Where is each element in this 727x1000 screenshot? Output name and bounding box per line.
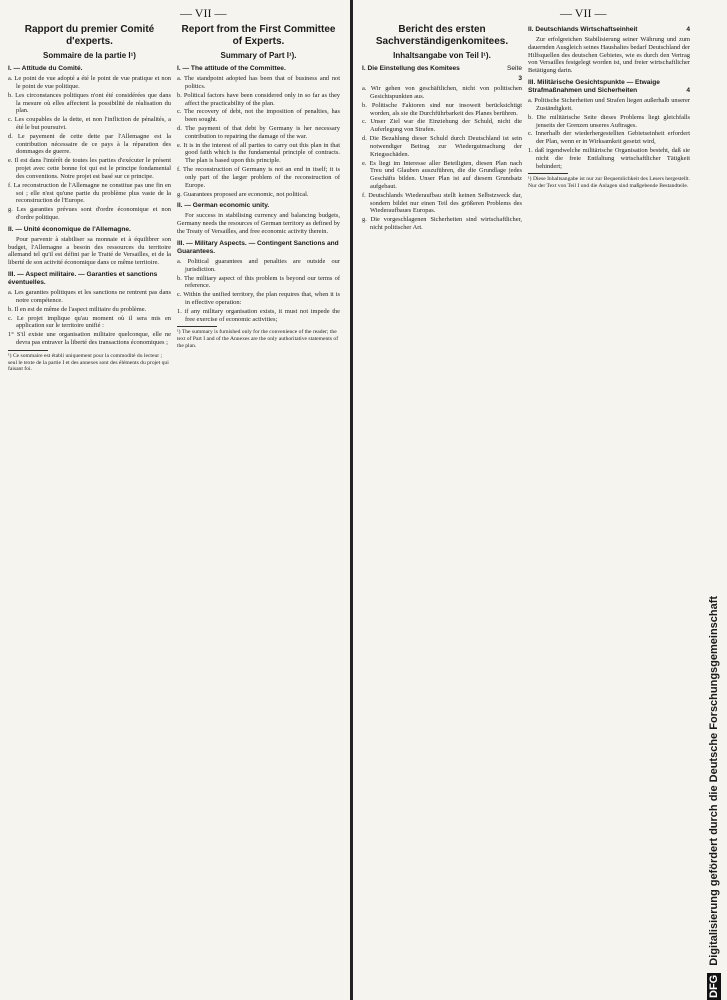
list-item: c. Le projet implique qu'au moment où il sera mis en application sur le territoire unifié : xyxy=(8,314,171,330)
french-title: Rapport du premier Comité d'experts. xyxy=(24,24,155,48)
list-item: a. Le point de vue adopté a été le point de vue pratique et non le point de vue politique. xyxy=(8,75,171,90)
footnote-rule xyxy=(528,173,568,174)
list-item: g. Les garanties prévues sont d'ordre économique et non d'ordre politique. xyxy=(8,206,171,221)
list-item: c. Unser Ziel war die Einziehung der Schuld, nicht die Auferlegung von Strafen. xyxy=(362,118,522,134)
dfg-stamp-text: Digitalisierung gefördert durch die Deutsche Forschungsgemeinschaft xyxy=(708,595,720,966)
list-item: a. Politische Sicherheiten und Strafen liegen außerhalb unserer Zuständigkeit. xyxy=(528,97,690,112)
list-item: a. Les garanties politiques et les sanctions ne rentrent pas dans notre compétence. xyxy=(8,289,171,304)
french-section-2-heading: II. — Unité économique de l'Allemagne. xyxy=(8,225,131,233)
list-item: a. Political guarantees and penalties are outside our jurisdiction. xyxy=(177,257,340,273)
list-item: e. Es liegt im Interesse aller Beteiligten, diesen Plan nach Treu und Glauben auszuführen, die die Grundlage jedes Geschäfts bilden. Unser Plan ist auf diesem Grundsatz aufgebaut. xyxy=(362,159,522,190)
list-item: a. Wir gehen von geschäftlichen, nicht von politischen Gesichtspunkten aus. xyxy=(362,85,522,100)
german-section-1-heading xyxy=(362,65,522,73)
list-item: 1. daß irgendwelche militärische Organisation besteht, daß sie nicht die freie Entfaltung wirtschaftlicher Tätigkeit behindert; xyxy=(528,147,690,170)
list-item: b. Politische Faktoren sind nur insoweit berücksichtigt worden, als sie die Durchführbarkeit des Planes berühren. xyxy=(362,101,522,117)
german-summary-column-2 xyxy=(528,22,690,190)
list-item: d. Die Bezahlung dieser Schuld durch Deutschland ist sein notwendiger Beitrag zur Wiedergutmachung der Kriegsschäden. xyxy=(362,135,522,158)
german-section-3-title: III. Militärische Gesichtspunkte — Etwaige Strafmaßnahmen und Sicherheiten xyxy=(528,79,660,95)
german-section-1-page: 3 xyxy=(518,75,522,83)
french-summary-column xyxy=(8,22,171,373)
list-item: d. The payment of that debt by Germany is her necessary contribution to repairing the damage of the war. xyxy=(177,125,340,140)
german-section-1-title: I. Die Einstellung des Komitees xyxy=(362,65,460,73)
page-fold-divider xyxy=(350,0,353,1000)
footnote-rule xyxy=(8,350,48,351)
list-item: c. Innerhalb der wiederhergestellten Gebietseinheit erfordert der Plan, wenn er in Wirksamkeit gesetzt wird, xyxy=(528,130,690,146)
german-footnote: ¹) Diese Inhaltsangabe ist nur zur Bequemlichkeit des Lesers hergestellt. Nur der Text von Teil I und die Anlagen sind maßgebende Bestandteile. xyxy=(528,176,690,190)
french-section-2-text: Pour parvenir à stabiliser sa monnaie et à équilibrer son budget, l'Allemagne a besoin des ressources du territoire allemand tel qu'il est défini par le Traité de Versailles, et de la liberté de son activité économique dans ce même territoire. xyxy=(8,235,171,267)
english-section-1-heading: I. — The attitude of the Committee. xyxy=(177,65,286,73)
german-seite-label: Seite xyxy=(506,65,522,73)
list-item: b. Il en est de même de l'aspect militaire du problème. xyxy=(8,305,147,313)
list-item: c. The recovery of debt, not the imposition of penalties, has been sought. xyxy=(177,108,340,124)
german-section-2-heading xyxy=(528,26,690,34)
german-summary-column-1 xyxy=(362,22,522,233)
list-item: a. The standpoint adopted has been that of business and not politics. xyxy=(177,75,340,90)
german-section-2-title: II. Deutschlands Wirtschaftseinheit xyxy=(528,26,638,33)
list-item: b. The military aspect of this problem is beyond our terms of reference. xyxy=(177,274,340,290)
german-section-3-heading xyxy=(528,79,690,95)
english-summary-column xyxy=(177,22,340,350)
list-item: d. Le payement de cette dette par l'Allemagne est la contribution nécessaire de ce pays à la réparation des dommages de guerre. xyxy=(8,132,171,156)
page-number-left: — VII — xyxy=(180,6,227,20)
list-item: f. Deutschlands Wiederaufbau stellt keinen Selbstzweck dar, sondern bildet nur einen Teil des größeren Problems des Wiederaufbaues Europas. xyxy=(362,191,522,215)
list-item: g. Guarantees proposed are economic, not political. xyxy=(177,190,309,198)
german-subtitle: Inhaltsangabe von Teil I¹). xyxy=(393,51,491,61)
footnote-rule xyxy=(177,326,217,327)
list-item: c. Within the unified territory, the plan requires that, when it is in effective operation: xyxy=(177,291,340,306)
list-item: 1. if any military organisation exists, it must not impede the free exercise of economic activities; xyxy=(177,307,340,323)
english-section-2-text: For success in stabilising currency and balancing budgets, Germany needs the resources of German territory as defined by the Treaty of Versailles, and free economic activity therein. xyxy=(177,212,340,235)
french-section-1-heading: I. — Attitude du Comité. xyxy=(8,65,83,73)
french-footnote: ¹) Ce sommaire est établi uniquement pour la commodité du lecteur ; seul le texte de la partie I et des annexes sont des éléments du projet qui faisant foi. xyxy=(8,352,169,373)
english-footnote: ¹) The summary is furnished only for the convenience of the reader; the text of Part I and of the Annexes are the only authoritative statements of the plan. xyxy=(177,329,339,349)
page-number-right: — VII — xyxy=(560,6,607,20)
english-section-3-heading: III. — Military Aspects. — Contingent Sanctions and Guarantees. xyxy=(177,239,339,255)
list-item: e. It is in the interest of all parties to carry out this plan in that good faith which is the fundamental principle of contracts. The plan is based upon this principle. xyxy=(177,141,340,165)
french-section-3-heading: III. — Aspect militaire. — Garanties et sanctions éventuelles. xyxy=(8,271,158,287)
english-title: Report from the First Committee of Experts. xyxy=(181,24,336,48)
english-subtitle: Summary of Part I¹). xyxy=(220,51,297,61)
german-section-2-text: Zur erfolgreichen Stabilisierung seiner Währung und zum dauernden Ausgleich seines Haushaltes bedarf Deutschland der Hilfsquellen des deutschen Gebietes, wie es durch den Vertrag von Versailles festgelegt worden ist, und freier wirtschaftlicher Betätigung darin. xyxy=(528,36,690,75)
dfg-digitization-stamp xyxy=(707,0,725,1000)
german-section-2-page: 4 xyxy=(686,26,690,33)
english-section-2-heading: II. — German economic unity. xyxy=(177,202,270,210)
list-item: f. La reconstruction de l'Allemagne ne constitue pas une fin en soi ; elle n'est qu'une partie du problème plus vaste de la reconstruction de l'Europe. xyxy=(8,181,171,205)
german-section-3-page: 4 xyxy=(686,87,690,95)
list-item: f. The reconstruction of Germany is not an end in itself; it is only part of the larger problem of the reconstruction of Europe. xyxy=(177,166,340,189)
list-item: e. Il est dans l'intérêt de toutes les parties d'exécuter le présent projet avec cette bonne foi qui est le principe fondamental des conventions. Notre projet est basé sur ce principe. xyxy=(8,157,171,180)
french-subtitle: Sommaire de la partie I¹) xyxy=(43,51,136,61)
dfg-logo: DFG xyxy=(708,974,720,998)
list-item: g. Die vorgeschlagenen Sicherheiten sind wirtschaftlicher, nicht politischer Art. xyxy=(362,216,522,231)
list-item: b. Die militärische Seite dieses Problems liegt gleichfalls jenseits der Grenzen unseres Auftrages. xyxy=(528,113,690,129)
german-title: Bericht des ersten Sachverständigenkomitees. xyxy=(375,24,509,48)
list-item: b. Les circonstances politiques n'ont été considérées que dans la mesure où elles affectent la possibilité de réalisation du plan. xyxy=(8,91,171,115)
list-item: c. Les coupables de la dette, et non l'infliction de pénalités, a été le but poursuivi. xyxy=(8,116,171,132)
list-item: 1° S'il existe une organisation militaire quelconque, elle ne devra pas entraver la liberté des transactions économiques ; xyxy=(8,331,171,346)
list-item: b. Political factors have been considered only in so far as they affect the practicability of the plan. xyxy=(177,91,340,107)
